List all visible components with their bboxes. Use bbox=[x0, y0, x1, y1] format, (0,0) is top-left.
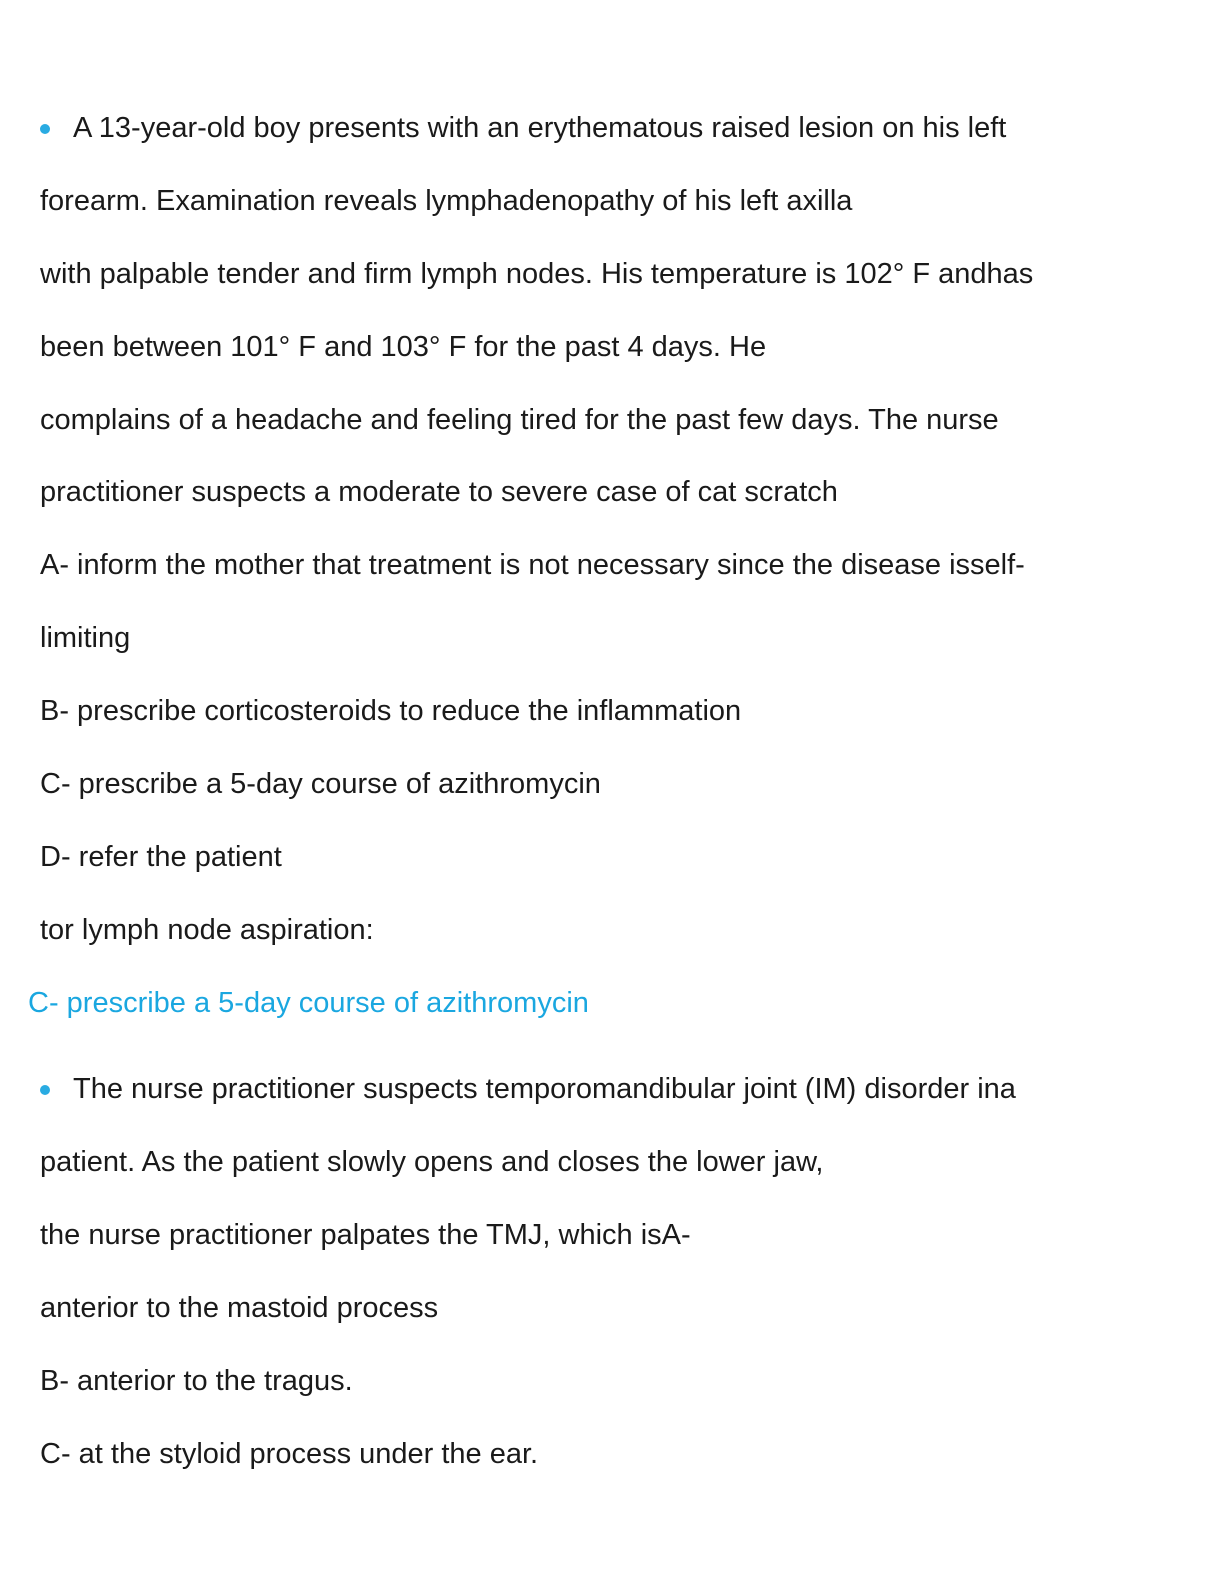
bullet-dot-icon bbox=[40, 1085, 50, 1095]
question1-option-d: D- refer the patient bbox=[40, 841, 282, 873]
question1-line-6: practitioner suspects a moderate to severe case of cat scratch bbox=[40, 476, 838, 508]
question1-line-2: forearm. Examination reveals lymphadenopathy of his left axilla bbox=[40, 185, 853, 217]
question2-option-b: B- anterior to the tragus. bbox=[40, 1365, 353, 1397]
question1-line-4: been between 101° F and 103° F for the past 4 days. He bbox=[40, 331, 767, 363]
question1-line-5: complains of a headache and feeling tired for the past few days. The nurse bbox=[40, 404, 999, 436]
question2-line-3: the nurse practitioner palpates the TMJ, which isA- bbox=[40, 1219, 691, 1251]
question1-option-b: B- prescribe corticosteroids to reduce the inflammation bbox=[40, 695, 742, 727]
question1-option-a-cont: limiting bbox=[40, 622, 131, 654]
bullet-dot-icon bbox=[40, 124, 50, 134]
question1-option-d-cont: tor lymph node aspiration: bbox=[40, 914, 374, 946]
question2-line-2: patient. As the patient slowly opens and closes the lower jaw, bbox=[40, 1146, 824, 1178]
question1-answer: C- prescribe a 5-day course of azithromycin bbox=[28, 987, 589, 1019]
question2-option-c: C- at the styloid process under the ear. bbox=[40, 1438, 539, 1470]
question1-line-1: A 13-year-old boy presents with an erythematous raised lesion on his left bbox=[73, 112, 1007, 144]
question1-option-a: A- inform the mother that treatment is not necessary since the disease isself- bbox=[40, 549, 1025, 581]
question2-line-1: The nurse practitioner suspects temporomandibular joint (IM) disorder ina bbox=[73, 1073, 1016, 1105]
question2-line-4: anterior to the mastoid process bbox=[40, 1292, 439, 1324]
question1-option-c: C- prescribe a 5-day course of azithromycin bbox=[40, 768, 601, 800]
question1-line-3: with palpable tender and firm lymph nodes. His temperature is 102° F andhas bbox=[40, 258, 1034, 290]
